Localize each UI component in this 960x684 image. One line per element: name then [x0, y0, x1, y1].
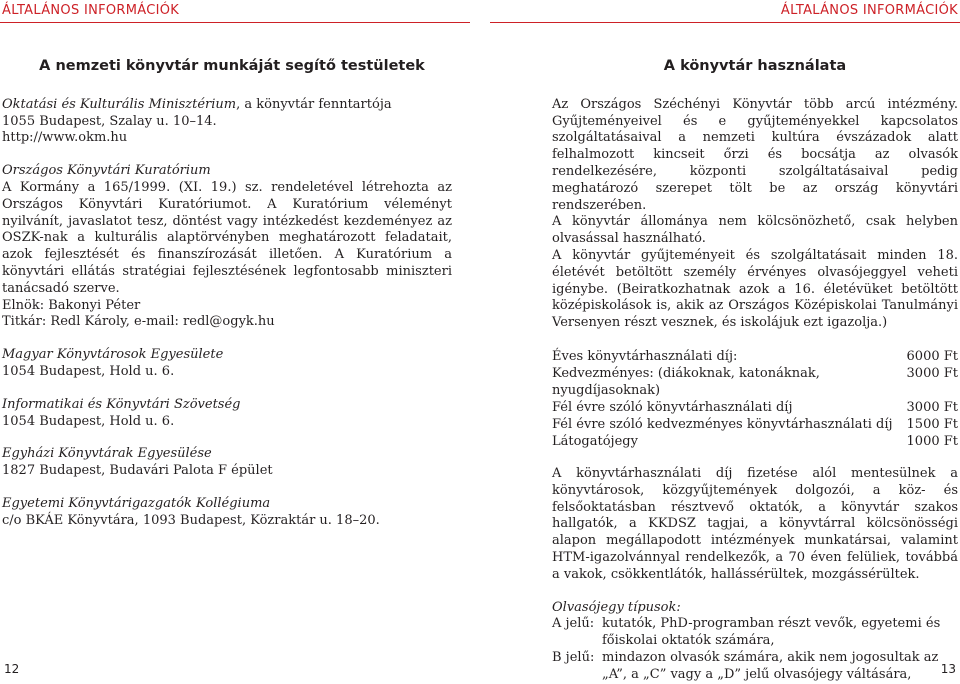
card-types-title: Olvasójegy típusok:	[552, 599, 681, 615]
ministry-name: Oktatási és Kulturális Minisztérium	[2, 96, 237, 112]
right-column	[552, 58, 958, 684]
org-address: c/o BKÁE Könyvtára, 1093 Budapest, Közraktár u. 18–20.	[2, 512, 380, 528]
fee-amount: 6000 Ft	[906, 348, 958, 364]
ministry-suffix: , a könyvtár fenntartója	[236, 96, 392, 112]
exemption-paragraph: A könyvtárhasználati díj fizetése alól mentesülnek a könyvtárosok, közgyűjtemények dolgozói, a köz- és felsőoktatásban résztvevő oktatók, a könyvtár szakos hallgatók, a KKDSZ tagjai, a könyvtárral kölcsönösségi alapon megállapodott intézmények munkatársai, valamint HTM-igazolvánnyal rendelkezők, a 70 éven felüliek, továbbá a vakok, csökkentlátók, hallássérültek, mozgássérültek.	[552, 465, 958, 582]
left-column	[2, 58, 452, 530]
kuratorium-text: A Kormány a 165/1999. (XI. 19.) sz. rendeletével létrehozta az Országos Könyvtári Kuratóriumot. A Kuratórium véleményt nyilvánít, javaslatot tesz, döntést vagy intézkedést kezdeményez az OSZK-nak a kulturális alaptörvényben meghatározott feladatait, azok fejlesztését és finanszírozását illetően. A Kuratórium a könyvtári ellátás stratégiai fejlesztésének legfontosabb miniszteri tanácsadó szerve.	[2, 179, 452, 296]
fee-label: Látogatójegy	[552, 433, 638, 449]
kuratorium-chair: Elnök: Bakonyi Péter	[2, 297, 141, 313]
fee-row	[552, 399, 958, 416]
left-column-title: A nemzeti könyvtár munkáját segítő testületek	[39, 58, 425, 74]
fee-row	[552, 365, 958, 399]
eligibility-paragraph: A könyvtár gyűjteményeit és szolgáltatásait minden 18. életévét betöltött személy érvényes olvasójeggyel veheti igénybe. (Beiratkozhatnak azok a 16. életévüket betöltött középiskolások is, akik az Országos Középiskolai Tanulmányi Versenyen részt vesznek, és iskolájuk ezt igazolja.)	[552, 247, 958, 331]
kuratorium-secretary: Titkár: Redl Károly, e-mail: redl@ogyk.hu	[2, 314, 275, 330]
org-block	[2, 496, 452, 530]
intro-paragraph: Az Országos Széchényi Könyvtár több arcú intézmény. Gyűjteményeivel és e gyűjteményekkel kapcsolatos szolgáltatásaival a nemzeti kultúra évszázadok alatt felhalmozott kincseit őrzi és bocsátja az olvasók rendelkezésére, központi szolgáltatásaival pedig meghatározó szerepet tölt be az ország könyvtári rendszerében.	[552, 96, 958, 213]
page-number-left: 12	[4, 662, 20, 676]
org-block	[2, 397, 452, 431]
fee-amount: 1000 Ft	[906, 433, 958, 449]
lending-paragraph: A könyvtár állománya nem kölcsönözhető, csak helyben olvasással használható.	[552, 214, 958, 247]
fee-label: Éves könyvtárhasználati díj:	[552, 348, 738, 364]
card-type-label: B jelű:	[552, 649, 595, 665]
running-head-left: ÁLTALÁNOS INFORMÁCIÓK	[2, 3, 180, 18]
fee-label: Kedvezményes: (diákoknak, katonáknak, nyugdíjasoknak)	[552, 365, 820, 398]
kuratorium-block	[2, 163, 452, 331]
fee-amount: 3000 Ft	[906, 365, 958, 381]
org-name: Informatikai és Könyvtári Szövetség	[2, 396, 241, 412]
org-address: 1054 Budapest, Hold u. 6.	[2, 363, 175, 379]
page-number-right: 13	[940, 662, 956, 676]
org-name: Egyházi Könyvtárak Egyesülése	[2, 446, 212, 462]
card-type-row	[552, 650, 958, 684]
org-name: Magyar Könyvtárosok Egyesülete	[2, 347, 224, 363]
kuratorium-name: Országos Könyvtári Kuratórium	[2, 163, 211, 179]
card-type-row	[552, 616, 958, 650]
card-type-label: A jelű:	[552, 616, 595, 632]
org-block	[2, 446, 452, 480]
ministry-address: 1055 Budapest, Szalay u. 10–14.	[2, 113, 217, 129]
org-address: 1054 Budapest, Hold u. 6.	[2, 413, 175, 429]
card-type-text: mindazon olvasók számára, akik nem jogosultak az „A”, a „C” vagy a „D” jelű olvasójegy váltására,	[602, 649, 939, 682]
fee-row	[552, 433, 958, 450]
running-head-right: ÁLTALÁNOS INFORMÁCIÓK	[780, 3, 958, 18]
org-address: 1827 Budapest, Budavári Palota F épület	[2, 463, 273, 479]
header-rule-left	[0, 22, 470, 23]
ministry-url[interactable]: http://www.okm.hu	[2, 130, 128, 146]
right-column-title: A könyvtár használata	[663, 58, 847, 74]
fee-table	[552, 348, 958, 450]
org-name: Egyetemi Könyvtárigazgatók Kollégiuma	[2, 495, 271, 511]
header-rule-right	[490, 22, 960, 23]
card-type-text: kutatók, PhD-programban részt vevők, egyetemi és főiskolai oktatók számára,	[602, 616, 941, 649]
fee-amount: 1500 Ft	[906, 416, 958, 432]
fee-row	[552, 348, 958, 365]
ministry-block	[2, 97, 452, 147]
org-block	[2, 347, 452, 381]
fee-amount: 3000 Ft	[906, 399, 958, 415]
fee-row	[552, 416, 958, 433]
fee-label: Fél évre szóló kedvezményes könyvtárhasználati díj	[552, 416, 893, 432]
fee-label: Fél évre szóló könyvtárhasználati díj	[552, 399, 793, 415]
